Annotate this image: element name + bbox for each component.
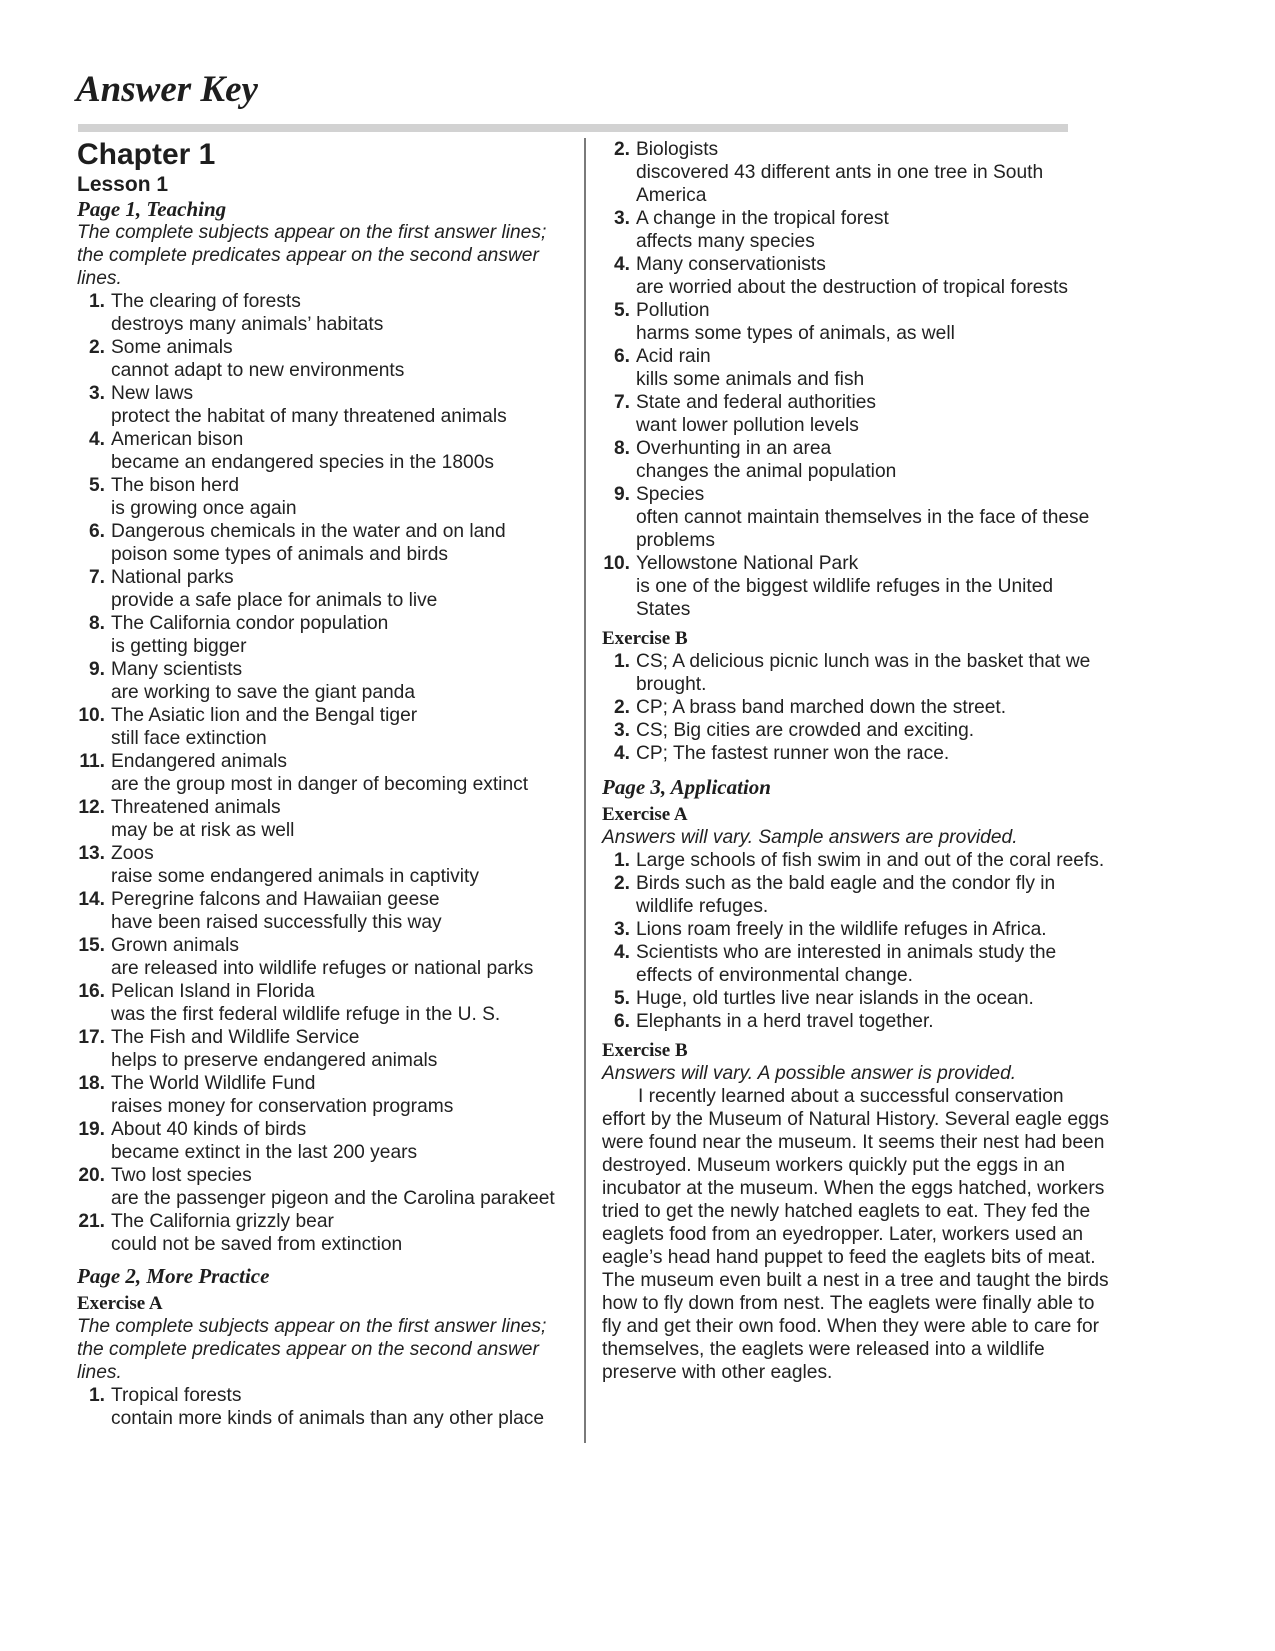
answer-item — [602, 299, 1110, 345]
answer-body — [111, 290, 577, 336]
answer-body — [111, 796, 577, 842]
answer-subject: Species — [636, 484, 705, 505]
answer-subject: American bison — [111, 429, 244, 450]
answer-number: 12. — [78, 797, 105, 818]
answer-item — [602, 696, 1110, 719]
answer-predicate: are working to save the giant panda — [111, 682, 416, 703]
answer-item — [77, 474, 577, 520]
answer-subject: Two lost species — [111, 1165, 252, 1186]
answer-body — [111, 888, 577, 934]
answer-item — [77, 1118, 577, 1164]
answer-number: 3. — [613, 919, 630, 940]
page2-note: The complete subjects appear on the first answer lines; the complete predicates appear on the second answer lines. — [77, 1316, 547, 1383]
answer-item — [602, 941, 1110, 987]
answer-predicate: protect the habitat of many threatened animals — [111, 406, 507, 427]
answer-item — [602, 719, 1110, 742]
answer-subject: Biologists — [636, 139, 719, 160]
answer-predicate: are the group most in danger of becoming extinct — [111, 774, 529, 795]
page1-heading: Page 1, Teaching — [77, 197, 227, 221]
page2-heading: Page 2, More Practice — [77, 1264, 270, 1288]
answer-predicate: cannot adapt to new environments — [111, 360, 405, 381]
answer-predicate: destroys many animals’ habitats — [111, 314, 384, 335]
answer-number: 3. — [613, 208, 630, 229]
answer-body — [111, 750, 577, 796]
answer-subject: The bison herd — [111, 475, 239, 496]
answer-text: CS; A delicious picnic lunch was in the basket that we brought. — [636, 651, 1091, 695]
answer-body — [111, 336, 577, 382]
answer-predicate: is getting bigger — [111, 636, 247, 657]
answer-subject: About 40 kinds of birds — [111, 1119, 307, 1140]
answer-body — [636, 253, 1110, 299]
answer-predicate: often cannot maintain themselves in the face of these problems — [636, 507, 1090, 551]
answer-number: 19. — [78, 1119, 105, 1140]
answer-predicate: provide a safe place for animals to live — [111, 590, 438, 611]
answer-number: 4. — [88, 429, 105, 450]
answer-body — [111, 1164, 577, 1210]
answer-body — [111, 1384, 577, 1430]
answer-predicate: have been raised successfully this way — [111, 912, 442, 933]
answer-item — [77, 750, 577, 796]
answer-body — [111, 1026, 577, 1072]
right-column — [602, 138, 1110, 1384]
answer-number: 7. — [613, 392, 630, 413]
answer-subject: Zoos — [111, 843, 154, 864]
answer-subject: National parks — [111, 567, 234, 588]
answer-subject: The Asiatic lion and the Bengal tiger — [111, 705, 418, 726]
answer-number: 9. — [88, 659, 105, 680]
answer-item — [77, 796, 577, 842]
answer-predicate: affects many species — [636, 231, 815, 252]
answer-item — [602, 391, 1110, 437]
answer-subject: The California condor population — [111, 613, 389, 634]
answer-item — [77, 980, 577, 1026]
answer-body — [111, 474, 577, 520]
column-divider — [584, 138, 586, 1443]
answer-number: 1. — [88, 1385, 105, 1406]
answer-body — [111, 520, 577, 566]
answer-item — [77, 520, 577, 566]
answer-item — [602, 207, 1110, 253]
answer-body — [111, 704, 577, 750]
answer-number: 20. — [78, 1165, 105, 1186]
page1-note: The complete subjects appear on the first answer lines; the complete predicates appear on the second answer lines. — [77, 222, 547, 289]
answer-number: 2. — [88, 337, 105, 358]
page-title: Answer Key — [76, 69, 258, 110]
answer-item — [602, 849, 1110, 872]
answer-number: 2. — [613, 873, 630, 894]
answer-item — [602, 552, 1110, 621]
answer-predicate: raises money for conservation programs — [111, 1096, 454, 1117]
answer-number: 6. — [88, 521, 105, 542]
answer-body — [111, 612, 577, 658]
answer-predicate: poison some types of animals and birds — [111, 544, 449, 565]
title-rule — [78, 124, 1068, 132]
answer-number: 8. — [88, 613, 105, 634]
answer-item — [77, 704, 577, 750]
answer-text: Elephants in a herd travel together. — [636, 1011, 934, 1032]
answer-text: CP; A brass band marched down the street. — [636, 697, 1007, 718]
answer-predicate: is growing once again — [111, 498, 297, 519]
answer-subject: Peregrine falcons and Hawaiian geese — [111, 889, 440, 910]
answer-subject: The California grizzly bear — [111, 1211, 334, 1232]
answer-item — [602, 742, 1110, 765]
answer-predicate: are released into wildlife refuges or national parks — [111, 958, 534, 979]
answer-item — [77, 382, 577, 428]
answer-item — [602, 138, 1110, 207]
answer-item — [602, 650, 1110, 696]
answer-number: 11. — [79, 751, 105, 772]
answer-number: 2. — [613, 697, 630, 718]
answer-item — [602, 987, 1110, 1010]
answer-number: 15. — [78, 935, 105, 956]
answer-text: Scientists who are interested in animals study the effects of environmental change. — [636, 942, 1057, 986]
answer-body — [111, 566, 577, 612]
answer-item — [602, 253, 1110, 299]
answer-subject: The World Wildlife Fund — [111, 1073, 316, 1094]
answer-number: 13. — [78, 843, 105, 864]
answer-predicate: raise some endangered animals in captivity — [111, 866, 479, 887]
answer-item — [77, 428, 577, 474]
answer-item — [77, 566, 577, 612]
answer-body — [636, 345, 1110, 391]
answer-subject: Threatened animals — [111, 797, 281, 818]
answer-body — [111, 1118, 577, 1164]
answer-subject: Acid rain — [636, 346, 711, 367]
answer-item — [77, 1164, 577, 1210]
answer-number: 2. — [613, 139, 630, 160]
answer-number: 3. — [88, 383, 105, 404]
lesson-heading: Lesson 1 — [77, 173, 169, 196]
answer-body — [636, 207, 1110, 253]
answer-predicate: was the first federal wildlife refuge in the U. S. — [111, 1004, 501, 1025]
answer-item — [602, 345, 1110, 391]
answer-number: 5. — [88, 475, 105, 496]
answer-predicate: discovered 43 different ants in one tree in South America — [636, 162, 1044, 206]
answer-predicate: are the passenger pigeon and the Carolina parakeet — [111, 1188, 555, 1209]
answer-number: 10. — [603, 553, 630, 574]
answer-subject: Grown animals — [111, 935, 239, 956]
answer-item — [77, 658, 577, 704]
answer-number: 5. — [613, 300, 630, 321]
answer-body — [636, 483, 1110, 552]
answer-number: 6. — [613, 346, 630, 367]
page1-answer-list — [77, 290, 577, 1256]
answer-number: 9. — [613, 484, 630, 505]
answer-subject: New laws — [111, 383, 194, 404]
answer-subject: Yellowstone National Park — [636, 553, 859, 574]
answer-item — [77, 1026, 577, 1072]
answer-text: Large schools of fish swim in and out of the coral reefs. — [636, 850, 1105, 871]
answer-number: 21. — [78, 1211, 105, 1232]
answer-item — [602, 918, 1110, 941]
sample-paragraph: I recently learned about a successful conservation effort by the Museum of Natural History. Several eagle eggs were found near the museum. It seems their nest had been destroyed. Museum workers quickly put the eggs in an incubator at the museum. When the eggs hatched, workers tried to get the newly hatched eaglets to eat. They fed the eaglets food from an eyedropper. Later, workers used an eagle’s head hand puppet to feed the eaglets bits of meat. The museum even built a nest in a tree and taught the birds how to fly down from nest. The eaglets were finally able to fly and get their own food. When they were able to care for themselves, the eaglets were released into a wildlife preserve with other eagles. — [602, 1086, 1109, 1383]
answer-subject: Many scientists — [111, 659, 243, 680]
answer-subject: Some animals — [111, 337, 233, 358]
answer-body — [636, 437, 1110, 483]
answer-number: 4. — [613, 743, 630, 764]
answer-body — [111, 382, 577, 428]
answer-subject: The clearing of forests — [111, 291, 301, 312]
answer-predicate: harms some types of animals, as well — [636, 323, 955, 344]
answer-body — [636, 299, 1110, 345]
answer-subject: A change in the tropical forest — [636, 208, 889, 229]
answer-subject: Many conservationists — [636, 254, 826, 275]
answer-item — [602, 872, 1110, 918]
answer-item — [77, 336, 577, 382]
answer-predicate: may be at risk as well — [111, 820, 295, 841]
answer-predicate: are worried about the destruction of tropical forests — [636, 277, 1068, 298]
answer-number: 10. — [78, 705, 105, 726]
answer-body — [111, 1210, 577, 1256]
answer-body — [636, 391, 1110, 437]
answer-text: CS; Big cities are crowded and exciting. — [636, 720, 975, 741]
answer-item — [77, 934, 577, 980]
page2-answer-list — [77, 1384, 577, 1430]
answer-number: 18. — [78, 1073, 105, 1094]
answer-number: 5. — [613, 988, 630, 1009]
answer-body — [636, 552, 1110, 621]
answer-number: 16. — [78, 981, 105, 1002]
answer-predicate: kills some animals and fish — [636, 369, 865, 390]
answer-item — [77, 1072, 577, 1118]
answer-item — [77, 612, 577, 658]
answer-predicate: helps to preserve endangered animals — [111, 1050, 438, 1071]
answer-body — [111, 658, 577, 704]
answer-body — [636, 138, 1110, 207]
page3-exercise-a-answer-list — [602, 849, 1110, 1033]
answer-item — [602, 483, 1110, 552]
answer-number: 14. — [78, 889, 105, 910]
answer-number: 3. — [613, 720, 630, 741]
answer-body — [111, 1072, 577, 1118]
answer-number: 1. — [613, 850, 630, 871]
answer-subject: Endangered animals — [111, 751, 288, 772]
answer-item — [77, 842, 577, 888]
answer-item — [77, 1210, 577, 1256]
answer-predicate: became extinct in the last 200 years — [111, 1142, 418, 1163]
page2-exercise-a-heading: Exercise A — [77, 1293, 163, 1314]
page3-heading: Page 3, Application — [602, 775, 771, 799]
page2-answer-list-continued — [602, 138, 1110, 621]
answer-text: Huge, old turtles live near islands in the ocean. — [636, 988, 1034, 1009]
answer-item — [602, 1010, 1110, 1033]
answer-body — [111, 842, 577, 888]
answer-subject: The Fish and Wildlife Service — [111, 1027, 360, 1048]
answer-predicate: contain more kinds of animals than any other place — [111, 1408, 545, 1429]
answer-number: 4. — [613, 254, 630, 275]
answer-text: Lions roam freely in the wildlife refuges in Africa. — [636, 919, 1047, 940]
answer-text: Birds such as the bald eagle and the condor fly in wildlife refuges. — [636, 873, 1056, 917]
answer-body — [111, 934, 577, 980]
answer-subject: State and federal authorities — [636, 392, 877, 413]
answer-body — [111, 980, 577, 1026]
answer-predicate: became an endangered species in the 1800s — [111, 452, 494, 473]
answer-subject: Dangerous chemicals in the water and on land — [111, 521, 506, 542]
answer-subject: Overhunting in an area — [636, 438, 832, 459]
page3-exercise-a-heading: Exercise A — [602, 804, 688, 825]
answer-number: 6. — [613, 1011, 630, 1032]
answer-number: 17. — [78, 1027, 105, 1048]
answer-number: 7. — [88, 567, 105, 588]
left-column — [77, 138, 577, 1430]
answer-predicate: could not be saved from extinction — [111, 1234, 403, 1255]
page2-exercise-b-heading: Exercise B — [602, 628, 688, 649]
answer-item — [77, 888, 577, 934]
answer-item — [602, 437, 1110, 483]
answer-number: 1. — [613, 651, 630, 672]
answer-item — [77, 290, 577, 336]
answer-subject: Tropical forests — [111, 1385, 242, 1406]
chapter-heading: Chapter 1 — [77, 138, 216, 171]
answer-predicate: changes the animal population — [636, 461, 897, 482]
answer-subject: Pollution — [636, 300, 710, 321]
exercise-b-answer-list — [602, 650, 1110, 765]
answer-body — [111, 428, 577, 474]
answer-subject: Pelican Island in Florida — [111, 981, 315, 1002]
answer-predicate: want lower pollution levels — [636, 415, 859, 436]
answer-predicate: still face extinction — [111, 728, 267, 749]
answer-number: 8. — [613, 438, 630, 459]
page3-exercise-a-note: Answers will vary. Sample answers are provided. — [602, 827, 1018, 848]
answer-number: 1. — [88, 291, 105, 312]
page3-exercise-b-note: Answers will vary. A possible answer is provided. — [602, 1063, 1017, 1084]
answer-text: CP; The fastest runner won the race. — [636, 743, 950, 764]
answer-item — [77, 1384, 577, 1430]
answer-number: 4. — [613, 942, 630, 963]
answer-predicate: is one of the biggest wildlife refuges in the United States — [636, 576, 1054, 620]
page3-exercise-b-heading: Exercise B — [602, 1040, 688, 1061]
